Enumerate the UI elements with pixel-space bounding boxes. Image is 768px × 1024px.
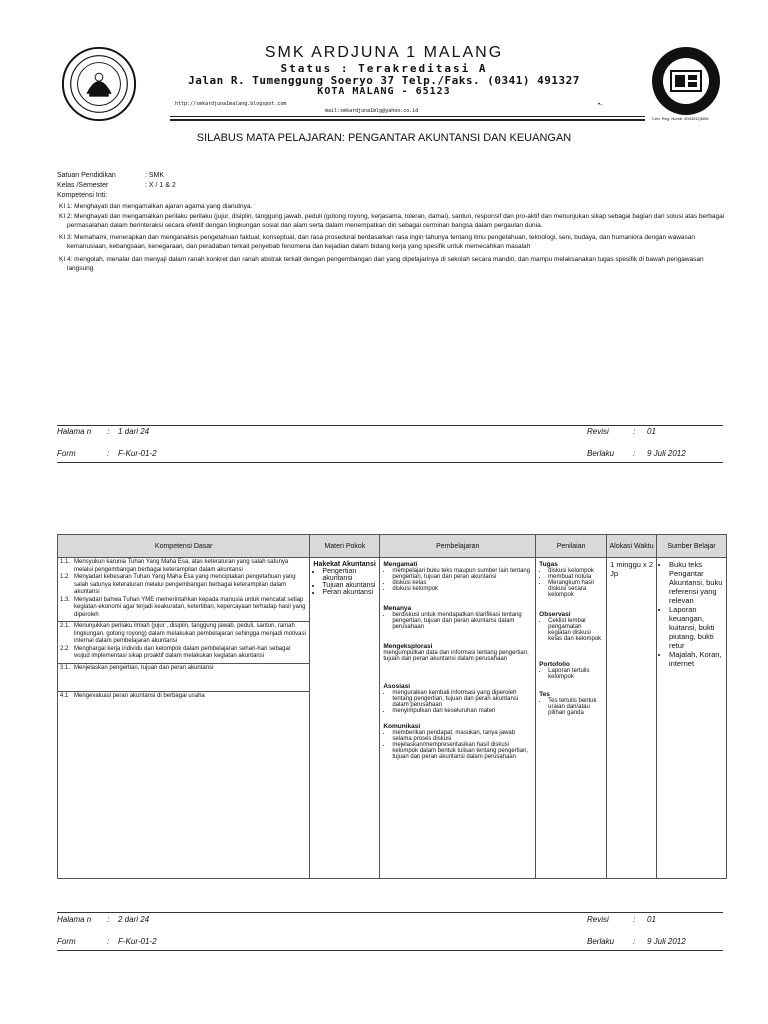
list-item: • mempelajari buku teks maupun sumber lain tentang pengertian, tujuan dan peran akuntansi [392, 568, 532, 580]
col-kompetensi-dasar: Kompetensi Dasar [58, 535, 310, 558]
document-title: SILABUS MATA PELAJARAN: PENGANTAR AKUNTANSI DAN KEUANGAN [196, 132, 572, 144]
kd-group-1 [58, 558, 309, 622]
list-item: • diskusi kelompok [392, 586, 532, 592]
footer-rule-top [57, 912, 723, 913]
iso-certification-logo [650, 45, 722, 117]
list-item: • berdiskusi untuk mendapatkan klarifikasi tentang pengertian, tujuan dan peran akuntansi dalam perusahaan [392, 612, 532, 630]
certification-number: Cert. Reg. Numb. 404391QM08 [652, 116, 709, 121]
list-item: • membuat notula [548, 574, 603, 580]
sumber-list [660, 560, 723, 668]
list-item: • Laporan keuangan, kuitansi, bukti piutang, bukti retur [669, 605, 723, 650]
berlaku-value: 9 Juli 2012 [647, 937, 686, 946]
list-item: • Merangkum hasil diskusi secara kelompok [548, 580, 603, 598]
alokasi-waktu-cell: 1 minggu x 2 Jp [607, 558, 657, 879]
kelas-label: Kelas /Semester [57, 182, 109, 189]
table-row [58, 558, 727, 879]
eksplorasi-text: mengumpulkan data dan informasi tentang pengertian, tujuan dan peran akuntansi dalam perusahaan [383, 650, 529, 662]
halaman-value: 2 dari 24 [118, 915, 150, 924]
revisi-colon: : [633, 427, 636, 436]
col-materi-pokok: Materi Pokok [310, 535, 380, 558]
col-pembelajaran: Pembelajaran [380, 535, 536, 558]
materi-pokok-cell [310, 558, 380, 879]
list-item: • Peran akuntansi [322, 589, 376, 596]
tugas-title: Tugas [539, 561, 558, 568]
kd-item: 4.1 Mengevaluasi peran akuntansi di berbagai usaha [60, 692, 205, 699]
syllabus-table [57, 534, 727, 879]
spacer [539, 680, 603, 690]
berlaku-label: Berlaku [587, 449, 615, 458]
spacer [539, 598, 603, 610]
mengamati-title: Mengamati [383, 561, 418, 568]
menanya-title: Menanya [383, 605, 412, 612]
kd-group-4 [58, 692, 309, 702]
form-value: F-Kur-01-2 [118, 449, 157, 458]
ki-list [57, 202, 725, 274]
kelas-value: : X / 1 & 2 [145, 182, 176, 189]
materi-list [313, 568, 376, 596]
revisi-label: Revisi [587, 915, 609, 924]
kd-item: 1.3. Menyadari bahwa Tuhan YME memerintahkan kepada manusia untuk mencatat setiap kegiatan ekonomi agar terjadi keakuratan, ketertiban, kepercayaan terhadap hasil yang diperoleh [60, 596, 306, 618]
halaman-label: Halama n [57, 427, 92, 436]
halaman-colon: : [107, 427, 110, 436]
list-item: • Tujuan akuntansi [322, 582, 376, 589]
berlaku-colon: : [633, 937, 636, 946]
tes-title: Tes [539, 691, 550, 698]
sumber-belajar-cell [657, 558, 727, 879]
materi-title: Hakekat Akuntansi [313, 561, 376, 568]
list-item: • mejelaskan/mempresentasikan hasil diskusi kelompok dalam bentuk tulisan tentang pengertian, tujuan dan peran akuntansi dalam perusahaan [392, 742, 532, 760]
kd-item: 3.1. Menjelaskan pengertian, tujuan dan peran akuntansi [60, 664, 214, 671]
col-alokasi-waktu: Alokasi Waktu [607, 535, 657, 558]
halaman-value: 1 dari 24 [118, 427, 150, 436]
berlaku-label: Berlaku [587, 937, 615, 946]
kd-group-2 [58, 622, 309, 664]
info-kelas [57, 181, 176, 191]
observasi-title: Observasi [539, 611, 571, 618]
berlaku-value: 9 Juli 2012 [647, 449, 686, 458]
eksplorasi-title: Mengeksplorasi [383, 643, 433, 650]
col-sumber-belajar: Sumber Belajar [657, 535, 727, 558]
penilaian-cell [536, 558, 607, 879]
school-city: KOTA MALANG - 65123 [317, 86, 451, 97]
satuan-value: : SMK [145, 172, 165, 179]
ki-item-3: KI 3: Memahami, menerapkan dan menganalisis pengetahuan faktual, konseptual, dan rasa prosedural berdasarkan rasa ingin tahunya tentang ilmu pengetahuan, teknologi, seni, budaya, dan humaniora dengan wawasan kemanusiaan, kebangsaan, kenegaraan, dan peradaban terkait penyebab fenomena dan kejadian dalam bidang kerja yang spesifik untuk memecahkan masalah [59, 233, 695, 250]
asosiasi-list [383, 690, 532, 714]
footer-rule-top [57, 425, 723, 426]
school-name: SMK ARDJUNA 1 MALANG [264, 44, 504, 61]
accreditation-status: Status : Terakreditasi A [280, 62, 488, 75]
form-value: F-Kur-01-2 [118, 937, 157, 946]
ki-item-2: KI 2: Menghayati dan mengamalkan perilaku perilaku (jujur, disiplin, tanggung jawab, peduli (gotong royong, kerjasama, toleran, damai), santun, responsif dan pro-aktif dan menunjukan sikap sebagai bagian dari solusi atas berbagai permasalahan dalam berinteraksi secara efektif dengan lingkungan sosial dan alam serta dalam menempatkan diri sebagai cerminan bangsa dalam pergaulan dunia. [59, 212, 725, 229]
kd-group-3 [58, 664, 309, 692]
komunikasi-title: Komunikasi [383, 723, 421, 730]
spacer [383, 630, 532, 642]
revisi-colon: : [633, 915, 636, 924]
list-item: • Tes tertulis bentuk uraian dan/atau pilihan ganda [548, 698, 603, 716]
list-item: • Pengertian akuntansi [322, 568, 376, 582]
info-satuan [57, 171, 165, 181]
mengamati-list [383, 568, 532, 592]
halaman-label: Halama n [57, 915, 92, 924]
menanya-list [383, 612, 532, 630]
form-colon: : [107, 449, 110, 458]
list-item: • menyimpulkan dari keseluruhan materi [392, 708, 532, 714]
footer-rule-bottom [57, 950, 723, 951]
list-item: • menguraikan kembali informasi yang diperoleh tentang pengertian, tujuan dan peran akuntansi dalam perusahaan [392, 690, 532, 708]
ki-label: Kompetensi Inti: [57, 192, 108, 199]
form-label: Form [57, 937, 76, 946]
tes-list [539, 698, 603, 716]
list-item: • Majalah, Koran, internet [669, 650, 723, 668]
ki-item-4: KI 4: mengolah, menalar dan menyaji dalam ranah konkret dan ranah abstrak terkait dengan pengembangan dari yang dipelajarinya di sekolah secara mandiri, dan mampu melaksanakan tugas spesifik di bawah pengawasan langsung [59, 255, 704, 272]
tugas-list [539, 568, 603, 598]
kd-item: 2.1. Menunjukkan perilaku ilmiah (jujur , disiplin, tanggung jawab, peduli, santun, ramah lingkungan, gotong royong) dalam melakukan pembelajaran sehingga menjadi motivasi internal dalam pembelajaran akuntansi [60, 623, 306, 644]
header-rule [170, 116, 645, 117]
asosiasi-title: Asosiasi [383, 683, 411, 690]
list-item: • Ceklist lembar pengamatan kegiatan diskusi kelas dan kelompok [548, 618, 603, 642]
form-label: Form [57, 449, 76, 458]
satuan-label: Satuan Pendidikan [57, 172, 116, 179]
header-dash: •- [598, 102, 603, 108]
pembelajaran-cell [380, 558, 536, 879]
school-email: mail:smkardjuna1mlg@yahoo.co.id [325, 108, 419, 114]
col-penilaian: Penilaian [536, 535, 607, 558]
list-item: • Laporan tertulis kelompok [548, 668, 603, 680]
kd-item: 1.1. Mensyukuri karunia Tuhan Yang Maha Esa, atas keteraturan yang salah satunya melalui pengembangan berbagai keterampilan dalam akuntansi [60, 559, 289, 573]
footer-rule-bottom [57, 462, 723, 463]
header-rule-thick [170, 119, 645, 121]
observasi-list [539, 618, 603, 642]
kd-item: 1.2. Menyadari kebesaran Tuhan Yang Maha Esa yang menciptakan pengetahuan yang salah satunya keteraturan melalui pengembangan berbagai keterampilan dalam akuntansi [60, 574, 296, 595]
school-website: http://smkardjuna1malang.blogspot.com [175, 101, 287, 107]
list-item: • diskusi kelompok [548, 568, 603, 574]
spacer [539, 642, 603, 660]
list-item: • Buku teks Pengantar Akuntansi, buku referensi yang relevan [669, 560, 723, 605]
list-item: • diskusi kelas [392, 580, 532, 586]
revisi-value: 01 [647, 915, 656, 924]
revisi-value: 01 [647, 427, 656, 436]
school-address: Jalan R. Tumenggung Soeryo 37 Telp./Faks. (0341) 491327 [188, 74, 580, 87]
portofolio-list [539, 668, 603, 680]
spacer [383, 592, 532, 604]
komunikasi-list [383, 730, 532, 760]
berlaku-colon: : [633, 449, 636, 458]
kd-cell [58, 558, 310, 879]
table-header-row [58, 535, 727, 558]
spacer [383, 662, 532, 682]
list-item: • memberikan pendapat, masukan, tanya jawab selama proses diskusi [392, 730, 532, 742]
form-colon: : [107, 937, 110, 946]
spacer [383, 714, 532, 722]
portofolio-title: Portofolio [539, 661, 570, 668]
revisi-label: Revisi [587, 427, 609, 436]
ki-item-1: KI 1: Menghayati dan mengamalkan ajaran agama yang dianutnya. [59, 203, 253, 210]
halaman-colon: : [107, 915, 110, 924]
kd-item: 2.2. Menghargai kerja individu dan kelompok dalam pembelajaran sehari-hari sebagai wujud implementasi sikap proaktif dalam melakukan kegiatan akuntansi [60, 645, 291, 659]
